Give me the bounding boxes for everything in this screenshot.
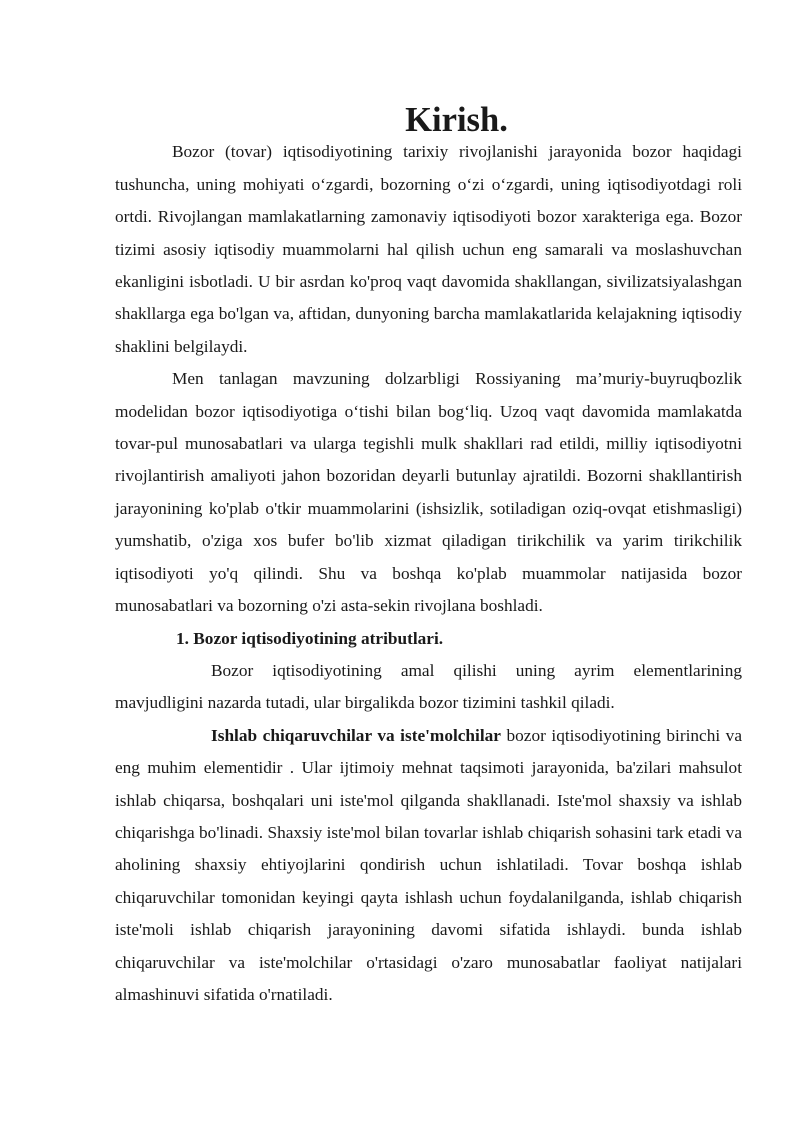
- paragraph-text: bozor iqtisodiyotining birinchi va eng muhim elementidir . Ular ijtimoiy mehnat taqsimoti jarayonida, ba'zilari mahsulot ishlab chiqarsa, boshqalari uni iste'mol qilganda shakllanadi. Iste'mol shaxsiy va ishlab chiqarishga bo'linadi. Shaxsiy iste'mol bilan tovarlar ishlab chiqarish sohasini tark etadi va aholining shaxsiy ehtiyojlarini qondirish uchun ishlatiladi. Tovar boshqa ishlab chiqaruvchilar tomonidan keyingi qayta ishlash uchun foydalanilganda, ishlab chiqarish iste'moli ishlab chiqarish jarayonining davomi sifatida ishlaydi. bunda ishlab chiqaruvchilar va iste'molchilar o'rtasidagi o'zaro munosabatlar faoliyat natijalari almashinuvi sifatida o'rnatiladi.: [115, 725, 742, 1004]
- producers-consumers-paragraph: [115, 720, 742, 1012]
- relevance-paragraph: Men tanlagan mavzuning dolzarbligi Rossiyaning ma’muriy-buyruqbozlik modelidan bozor iqtisodiyotiga o‘tishi bilan bog‘liq. Uzoq vaqt davomida mamlakatda tovar-pul munosabatlari va ularga tegishli mulk shakllari rad etildi, milliy iqtisodiyotni rivojlantirish amaliyoti jahon bozoridan deyarli butunlay ajratildi. Bozorni shakllantirish jarayonining ko'plab o'tkir muammolarini (ishsizlik, sotiladigan oziq-ovqat etishmasligi) yumshatib, o'ziga xos bufer bo'lib xizmat qiladigan tirikchilik va yarim tirikchilik iqtisodiyoti yo'q qilindi. Shu va boshqa ko'plab muammolar natijasida bozor munosabatlari va bozorning o'zi asta-sekin rivojlana boshladi.: [115, 369, 742, 616]
- section-paragraph: Bozor iqtisodiyotining amal qilishi uning ayrim elementlarining mavjudligini nazarda tutadi, ular birgalikda bozor tizimini tashkil qiladi.: [115, 660, 742, 713]
- document-title: Kirish.: [405, 101, 508, 139]
- bold-term: Ishlab chiqaruvchilar va iste'molchilar: [211, 725, 501, 745]
- document-body: [115, 101, 742, 1011]
- section-heading: 1. Bozor iqtisodiyotining atributlari.: [176, 628, 444, 648]
- intro-paragraph: Bozor (tovar) iqtisodiyotining tarixiy rivojlanishi jarayonida bozor haqidagi tushuncha, uning mohiyati o‘zgardi, bozorning o‘zi o‘zgardi, uning iqtisodiyotdagi roli ortdi. Rivojlangan mamlakatlarning zamonaviy iqtisodiyoti bozor xarakteriga ega. Bozor tizimi asosiy iqtisodiy muammolarni hal qilish uchun eng samarali va moslashuvchan ekanligini isbotladi. U bir asrdan ko'proq vaqt davomida shakllangan, sivilizatsiyalashgan shakllarga ega bo'lgan va, aftidan, dunyoning barcha mamlakatlarida kelajakning iqtisodiy shaklini belgilaydi.: [115, 142, 742, 356]
